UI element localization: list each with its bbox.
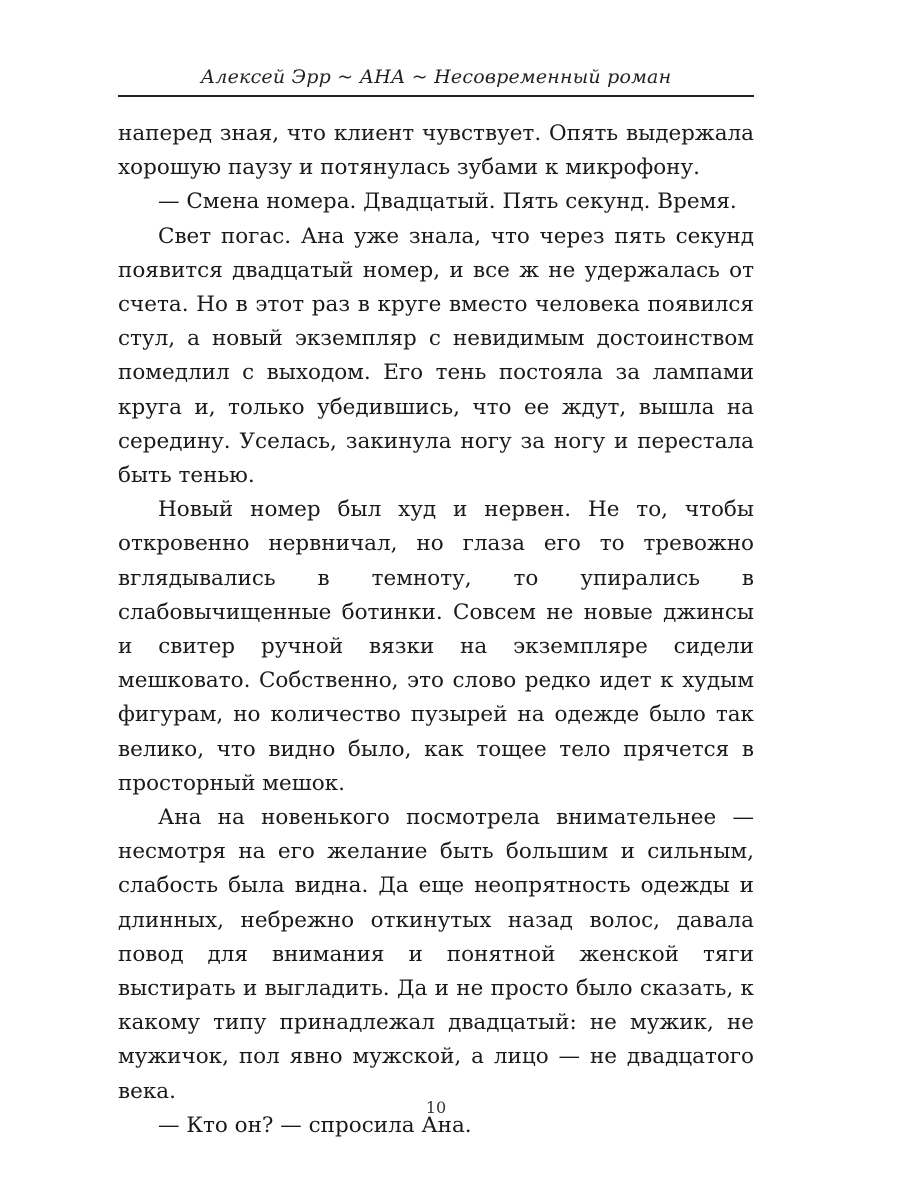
paragraph-2: — Смена номера. Двадцатый. Пять секунд. Время. [158,189,737,215]
paragraph-1: наперед зная, что клиент чувствует. Опять выдержала хорошую паузу и потянулась зубами к микрофону. [118,121,754,181]
running-head: Алексей Эрр ~ АНА ~ Несовременный роман [200,66,672,88]
paragraph-4: Новый номер был худ и нервен. Не то, чтобы откровенно нервничал, но глаза его то тревожно вглядывались в темноту, то упирались в слабовычищенные ботинки. Совсем не новые джинсы и свитер ручной вязки на экземпляре сидели мешковато. Собственно, это слово редко идет к худым фигурам, но количество пузырей на одежде было так велико, что видно было, как тощее тело прячется в просторный мешок. [118,497,754,796]
paragraph-3: Свет погас. Ана уже знала, что через пять секунд появится двадцатый номер, и все ж не удержалась от счета. Но в этот раз в круге вместо человека появился стул, а новый экземпляр с невидимым достоинством помедлил с выходом. Его тень постояла за лампами круга и, только убедившись, что ее ждут, вышла на середину. Уселась, закинула ногу за ногу и перестала быть тенью. [118,223,754,489]
header-rule [118,95,754,97]
page-body [118,117,754,1143]
page-number: 10 [425,1098,447,1117]
paragraph-5: Ана на новенького посмотрела внимательнее — несмотря на его желание быть большим и сильным, слабость была видна. Да еще неопрятность одежды и длинных, небрежно откинутых назад волос, давала повод для внимания и понятной женской тяги выстирать и выгладить. Да и не просто было сказать, к какому типу принадлежал двадцатый: не мужик, не мужичок, пол явно мужской, а лицо — не двадцатого века. [118,805,754,1104]
paragraph-6: — Кто он? — спросила Ана. [158,1112,472,1138]
